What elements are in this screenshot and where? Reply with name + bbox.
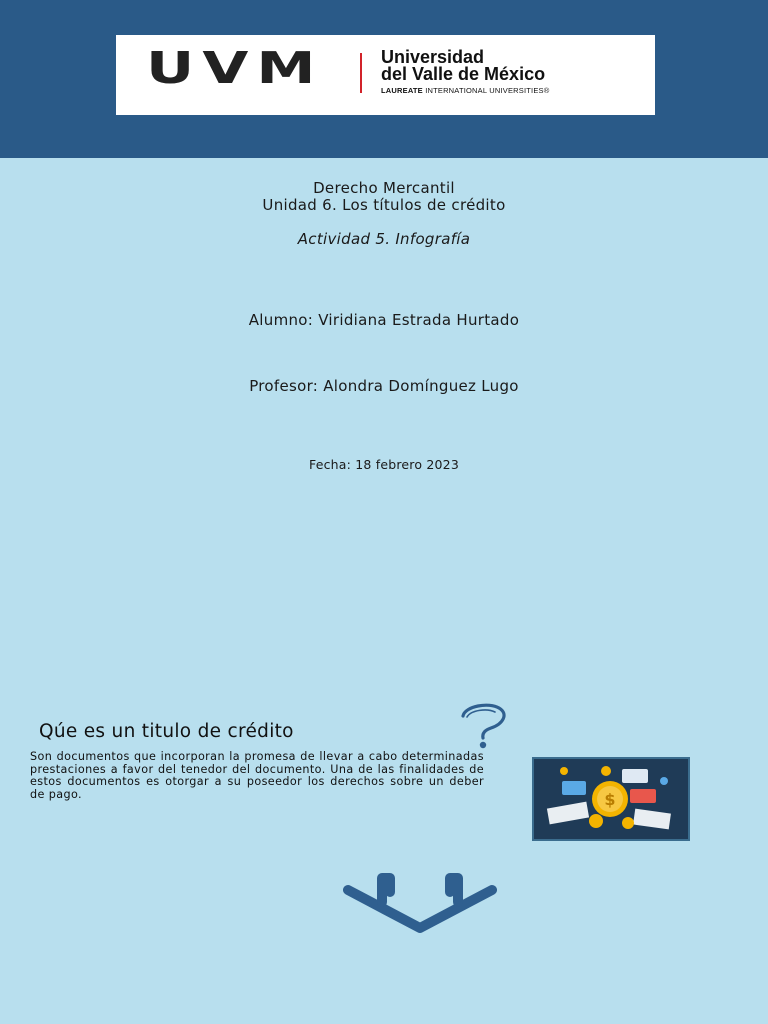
section-title: Qúe es un titulo de crédito bbox=[39, 721, 294, 742]
course-title: Derecho Mercantil bbox=[313, 179, 455, 197]
logo-mark: UVM bbox=[146, 43, 324, 94]
header-banner bbox=[0, 0, 768, 158]
svg-text:$: $ bbox=[604, 790, 616, 809]
logo-sub-rest: INTERNATIONAL UNIVERSITIES® bbox=[425, 86, 550, 95]
down-arrow-icon bbox=[340, 872, 500, 934]
unit-title: Unidad 6. Los títulos de crédito bbox=[262, 196, 506, 214]
logo-subtitle bbox=[381, 86, 549, 95]
money-illustration-art bbox=[534, 759, 688, 839]
date-label: Fecha: 18 febrero 2023 bbox=[309, 457, 459, 472]
uvm-logo bbox=[116, 35, 655, 115]
logo-sub-bold: LAUREATE bbox=[381, 86, 423, 95]
section-body: Son documentos que incorporan la promesa de llevar a cabo determinadas prestaciones a favor del tenedor del documento. Una de las finalidades de estos documentos es otorgar a su poseedor los derechos sobre un deber de pago. bbox=[30, 750, 484, 801]
money-illustration bbox=[532, 757, 690, 841]
teacher-name: Profesor: Alondra Domínguez Lugo bbox=[249, 377, 519, 395]
logo-divider bbox=[360, 53, 362, 93]
activity-title: Actividad 5. Infografía bbox=[297, 230, 471, 248]
course-info bbox=[0, 180, 768, 214]
question-mark-icon bbox=[455, 702, 513, 750]
logo-name-line1: Universidad bbox=[381, 47, 485, 67]
logo-name-line2: del Valle de México bbox=[381, 64, 546, 84]
student-name: Alumno: Viridiana Estrada Hurtado bbox=[248, 311, 520, 329]
logo-name bbox=[381, 49, 545, 83]
